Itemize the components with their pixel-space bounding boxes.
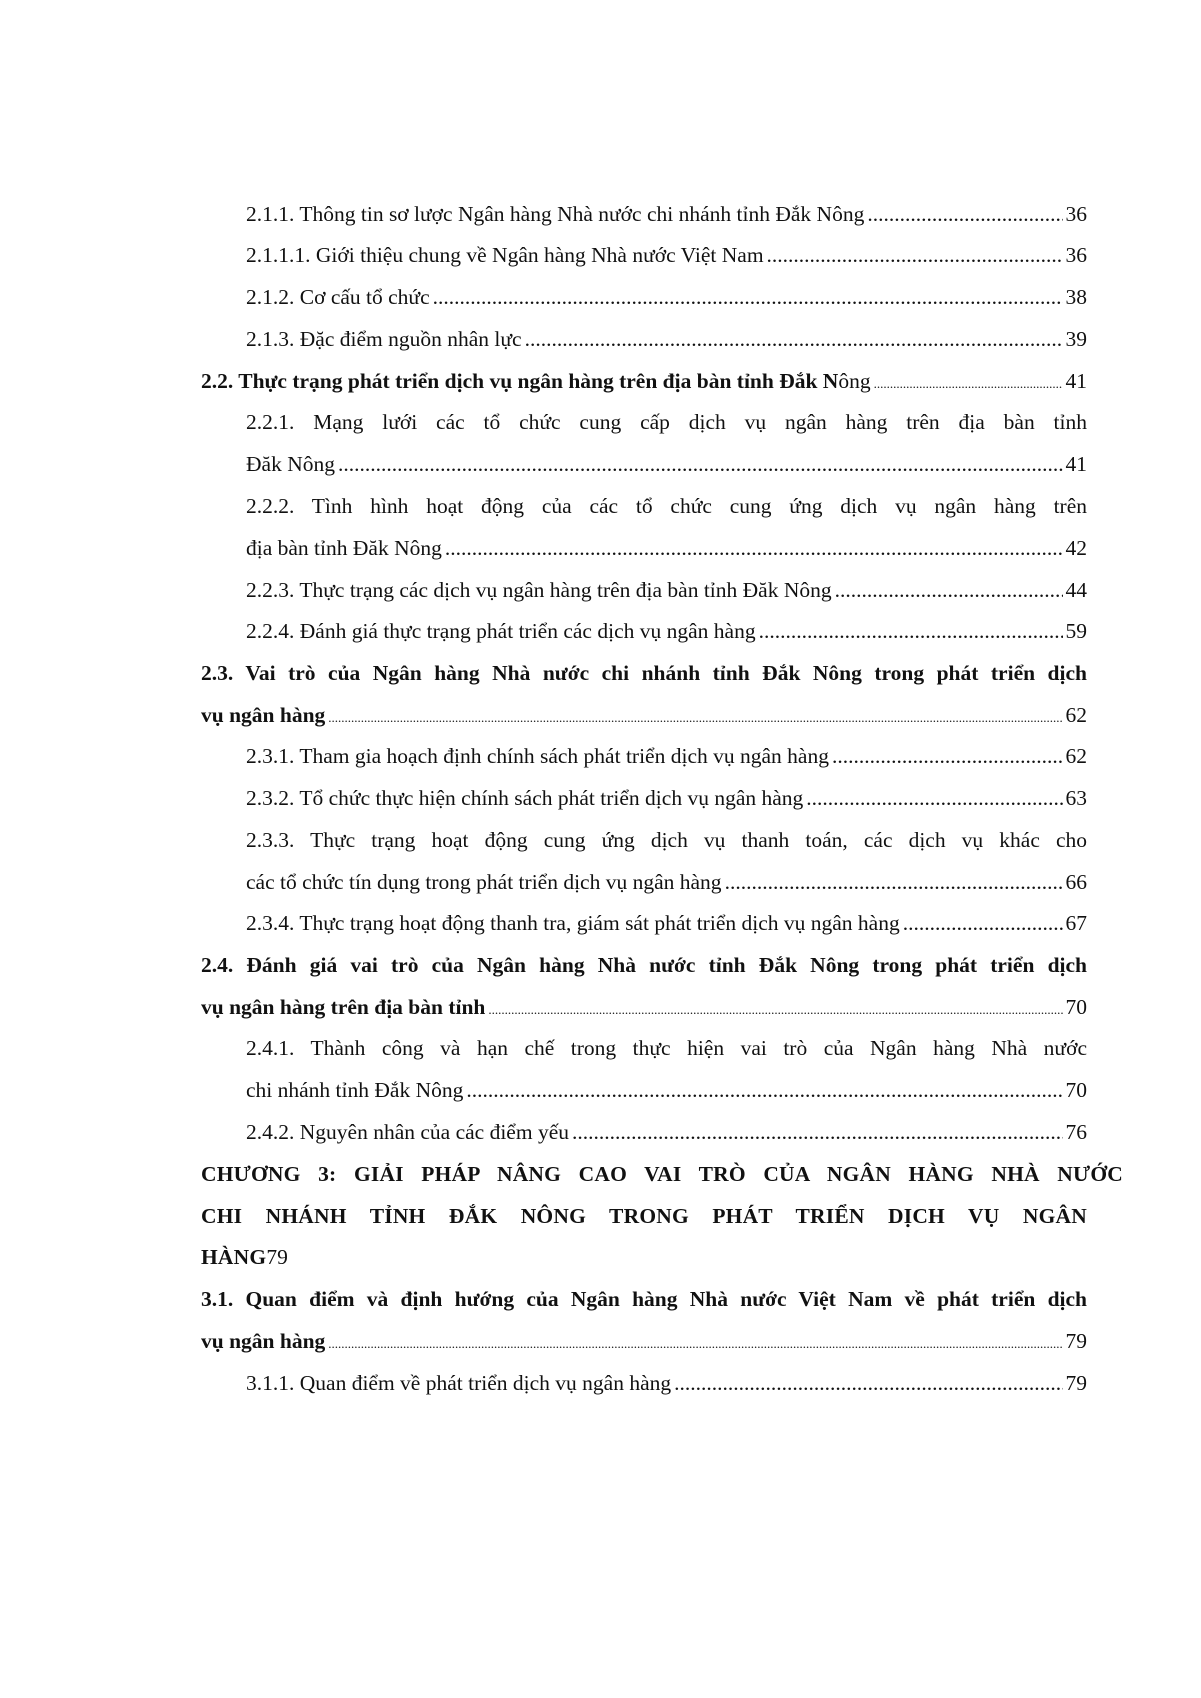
toc-section-entry[interactable] <box>201 1326 1087 1356</box>
toc-leader <box>874 369 1063 399</box>
toc-entry-line1[interactable]: 2.2.1. Mạng lưới các tổ chức cung cấp dịch vụ ngân hàng trên địa bàn tỉnh <box>246 410 1087 434</box>
toc-page-number: 62 <box>1065 703 1087 727</box>
toc-leader <box>832 741 1063 771</box>
toc-entry-title-rest: ông <box>838 369 871 393</box>
toc-entry-title: 2.1.3. Đặc điểm nguồn nhân lực <box>246 327 522 351</box>
toc-entry[interactable] <box>246 1075 1087 1105</box>
toc-section-entry-line1[interactable]: 2.3. Vai trò của Ngân hàng Nhà nước chi nhánh tỉnh Đắk Nông trong phát triển dịch <box>201 661 1087 685</box>
toc-entry-title: 2.3.1. Tham gia hoạch định chính sách phát triển dịch vụ ngân hàng <box>246 744 829 768</box>
toc-page-number: 79 <box>266 1245 288 1269</box>
toc-entry[interactable] <box>246 1368 1087 1398</box>
toc-entry[interactable] <box>246 908 1087 938</box>
toc-entry-title: 2.1.1.1. Giới thiệu chung về Ngân hàng Nhà nước Việt Nam <box>246 243 764 267</box>
toc-entry[interactable] <box>246 783 1087 813</box>
toc-leader <box>725 867 1063 897</box>
toc-page-number: 79 <box>1065 1329 1087 1353</box>
toc-page-number: 62 <box>1065 744 1087 768</box>
toc-entry-title: 2.2.3. Thực trạng các dịch vụ ngân hàng trên địa bàn tỉnh Đăk Nông <box>246 578 832 602</box>
toc-page-number: 70 <box>1065 995 1087 1019</box>
toc-section-entry[interactable] <box>201 366 1087 396</box>
toc-section-entry-line1[interactable]: 3.1. Quan điểm và định hướng của Ngân hàng Nhà nước Việt Nam về phát triển dịch <box>201 1287 1087 1311</box>
toc-page-number: 66 <box>1065 870 1087 894</box>
toc-entry-title: 3.1.1. Quan điểm về phát triển dịch vụ ngân hàng <box>246 1371 672 1395</box>
toc-page-number: 59 <box>1065 619 1087 643</box>
toc-chapter-line1[interactable]: CHƯƠNG 3: GIẢI PHÁP NÂNG CAO VAI TRÒ CỦA NGÂN HÀNG NHÀ NƯỚC <box>201 1162 1123 1186</box>
toc-page-number: 42 <box>1065 536 1087 560</box>
toc-page-number: 67 <box>1065 911 1087 935</box>
toc-leader <box>525 324 1063 354</box>
toc-entry[interactable] <box>246 575 1087 605</box>
toc-leader <box>767 240 1063 270</box>
toc-leader <box>488 995 1062 1025</box>
toc-entry-line1[interactable]: 2.3.3. Thực trạng hoạt động cung ứng dịch vụ thanh toán, các dịch vụ khác cho <box>246 828 1087 852</box>
toc-page-number: 44 <box>1065 578 1087 602</box>
toc-section-entry[interactable] <box>201 992 1087 1022</box>
toc-entry-title: 2.4.2. Nguyên nhân của các điểm yếu <box>246 1120 569 1144</box>
toc-entry[interactable] <box>246 282 1087 312</box>
toc-chapter-entry[interactable] <box>201 1242 288 1272</box>
toc-page-number: 70 <box>1065 1078 1087 1102</box>
toc-entry-title: 2.3.2. Tổ chức thực hiện chính sách phát triển dịch vụ ngân hàng <box>246 786 804 810</box>
toc-page-number: 38 <box>1065 285 1087 309</box>
toc-page-number: 41 <box>1065 452 1087 476</box>
toc-section-entry-line1[interactable]: 2.4. Đánh giá vai trò của Ngân hàng Nhà nước tỉnh Đắk Nông trong phát triển dịch <box>201 953 1087 977</box>
toc-section-entry[interactable] <box>201 700 1087 730</box>
toc-entry-title: 2.1.1. Thông tin sơ lược Ngân hàng Nhà nước chi nhánh tỉnh Đắk Nông <box>246 202 865 226</box>
toc-entry-title: 2.2.4. Đánh giá thực trạng phát triển các dịch vụ ngân hàng <box>246 619 756 643</box>
toc-page-number: 76 <box>1065 1120 1087 1144</box>
toc-leader <box>338 449 1063 479</box>
toc-leader <box>867 199 1062 229</box>
toc-entry-title: 2.1.2. Cơ cấu tổ chức <box>246 285 430 309</box>
toc-entry-title: vụ ngân hàng <box>201 1329 326 1353</box>
toc-entry-title: vụ ngân hàng <box>201 703 326 727</box>
toc-chapter-line2[interactable]: CHI NHÁNH TỈNH ĐẮK NÔNG TRONG PHÁT TRIỂN DỊCH VỤ NGÂN <box>201 1204 1087 1228</box>
toc-entry[interactable] <box>246 240 1087 270</box>
toc-page-number: 79 <box>1065 1371 1087 1395</box>
toc-page-number: 39 <box>1065 327 1087 351</box>
toc-leader <box>674 1368 1062 1398</box>
toc-leader <box>433 282 1063 312</box>
toc-leader <box>328 703 1062 733</box>
toc-leader <box>572 1117 1063 1147</box>
toc-leader <box>903 908 1063 938</box>
toc-leader <box>466 1075 1062 1105</box>
toc-entry[interactable] <box>246 324 1087 354</box>
toc-leader <box>445 533 1063 563</box>
toc-leader <box>759 616 1063 646</box>
toc-entry[interactable] <box>246 1117 1087 1147</box>
toc-entry[interactable] <box>246 533 1087 563</box>
toc-entry[interactable] <box>246 867 1087 897</box>
toc-entry-title: 2.2. Thực trạng phát triển dịch vụ ngân hàng trên địa bàn tỉnh Đắk N <box>201 369 839 393</box>
toc-entry-line1[interactable]: 2.4.1. Thành công và hạn chế trong thực hiện vai trò của Ngân hàng Nhà nước <box>246 1036 1087 1060</box>
toc-page-number: 36 <box>1065 202 1087 226</box>
toc-entry-title: HÀNG <box>201 1245 267 1269</box>
toc-entry[interactable] <box>246 199 1087 229</box>
toc-page-number: 63 <box>1065 786 1087 810</box>
toc-entry-title: Đăk Nông <box>246 452 335 476</box>
toc-entry-title: chi nhánh tỉnh Đắk Nông <box>246 1078 464 1102</box>
toc-leader <box>328 1329 1062 1359</box>
toc-entry[interactable] <box>246 449 1087 479</box>
toc-page-number: 41 <box>1065 369 1087 393</box>
toc-entry-line1[interactable]: 2.2.2. Tình hình hoạt động của các tổ chức cung ứng dịch vụ ngân hàng trên <box>246 494 1087 518</box>
toc-entry[interactable] <box>246 616 1087 646</box>
toc-leader <box>806 783 1062 813</box>
toc-entry-title: địa bàn tỉnh Đăk Nông <box>246 536 442 560</box>
toc-leader <box>835 575 1063 605</box>
toc-page-number: 36 <box>1065 243 1087 267</box>
toc-entry-title: 2.3.4. Thực trạng hoạt động thanh tra, giám sát phát triển dịch vụ ngân hàng <box>246 911 900 935</box>
toc-entry-title: các tổ chức tín dụng trong phát triển dịch vụ ngân hàng <box>246 870 722 894</box>
toc-entry[interactable] <box>246 741 1087 771</box>
toc-entry-title: vụ ngân hàng trên địa bàn tỉnh <box>201 995 486 1019</box>
